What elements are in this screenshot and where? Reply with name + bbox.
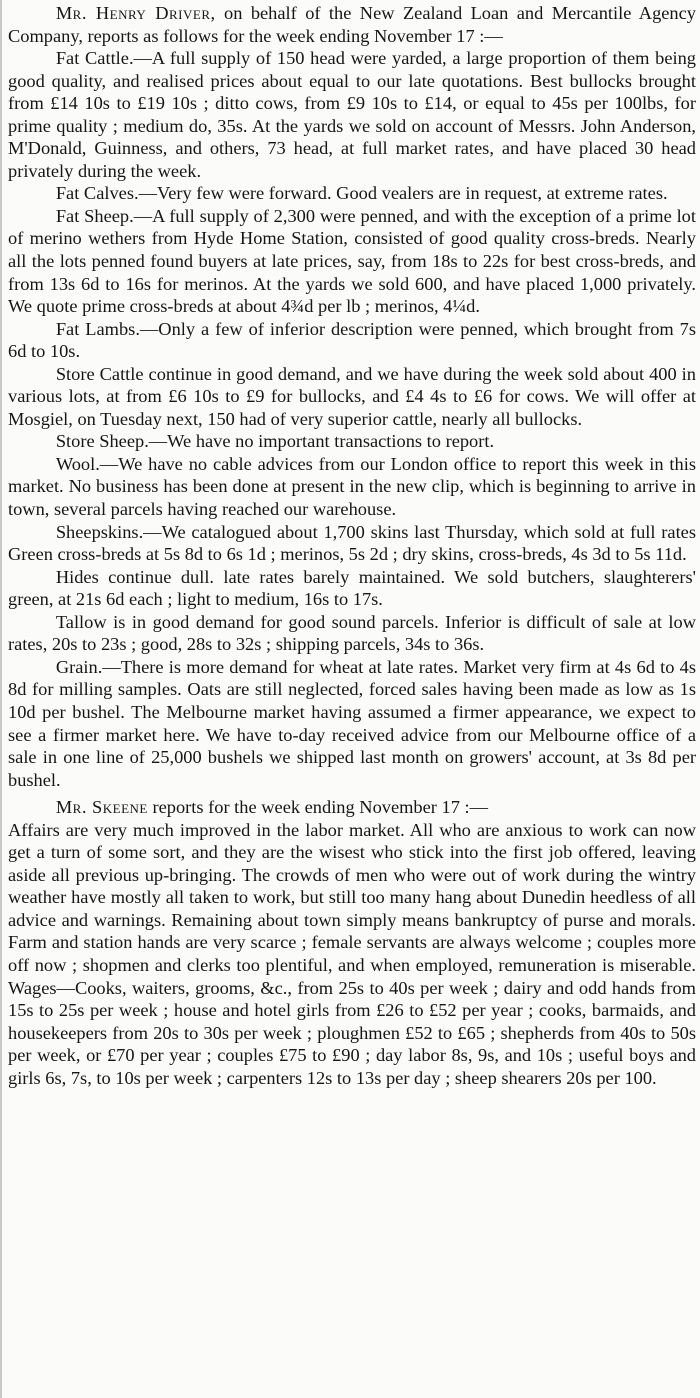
paragraph-store-sheep: Store Sheep.—We have no important transactions to report. — [55, 431, 495, 452]
driver-report-intro — [8, 2, 696, 47]
paragraph-labor-market: Affairs are very much improved in the labor market. All who are anxious to work can now get a turn of some sort, and they are the wisest who stick into the first job offered, leaving aside all previous up-bringing. The crowds of men who were out of work during the wintry weather have mostly all taken to work, but still too many hang about Dunedin heedless of all advice and warnings. Remaining about town simply means bankruptcy of purse and morals. Farm and station hands are very scarce ; female servants are always welcome ; couples more off now ; shopmen and clerks too plentiful, and when employed, remuneration is miserable. Wages—Cooks, waiters, grooms, &c., from 25s to 40s per week ; dairy and odd hands from 15s to 25s per week ; house and hotel girls from £26 to £52 per year ; cooks, barmaids, and housekeepers from 20s to 30s per week ; ploughmen £52 to £65 ; shepherds from 40s to 50s per week, or £70 per year ; couples £75 to £90 ; day labor 8s, 9s, and 10s ; useful boys and girls 6s, 7s, to 10s per week ; carpenters 12s to 13s per day ; sheep shearers 20s per 100. — [8, 819, 696, 1088]
intro-text: reports for the week ending November 17 :— — [147, 797, 489, 818]
speaker-name: Mr. Skeene — [55, 797, 148, 818]
paragraph-grain: Grain.—There is more demand for wheat at late rates. Market very firm at 4s 6d to 4s 8d for milling samples. Oats are still neglected, forced sales having been made as low as 1s 10d per bushel. The Melbourne market having assumed a firmer appearance, we expect to see a firmer market here. We have to-day received advice from our Melbourne office of a sale in one line of 25,000 bushels we shipped last month on growers' account, at 3s 8d per bushel. — [8, 656, 696, 790]
paragraph-fat-lambs: Fat Lambs.—Only a few of inferior description were penned, which brought from 7s 6d to 10s. — [8, 318, 696, 362]
intro-text: on behalf of the New Zealand Loan and Mercantile Agency Company, reports as follows for the week ending November 17 :— — [8, 3, 696, 46]
paragraph-fat-cattle: Fat Cattle.—A full supply of 150 head were yarded, a large proportion of them being good quality, and realised prices about equal to our late quotations. Best bullocks brought from £14 10s to £19 10s ; ditto cows, from £9 10s to £14, or equal to 45s per 100lbs, for prime quality ; medium do, 35s. At the yards we sold on account of Messrs. John Anderson, M'Donald, Guinness, and others, 73 head, at full market rates, and have placed 30 head privately during the week. — [8, 48, 696, 181]
paragraph-wool: Wool.—We have no cable advices from our London office to report this week in this market. No business has been done at present in the new clip, which is beginning to arrive in town, several parcels having reached our warehouse. — [8, 453, 696, 520]
article-column — [8, 2, 696, 1089]
paragraph-sheepskins: Sheepskins.—We catalogued about 1,700 skins last Thursday, which sold at full rates Green cross-breds at 5s 8d to 6s 1d ; merinos, 5s 2d ; dry skins, cross-breds, 4s 3d to 5s 11d. — [8, 521, 696, 565]
paragraph-fat-sheep: Fat Sheep.—A full supply of 2,300 were penned, and with the exception of a prime lot of merino wethers from Hyde Home Station, consisted of good quality cross-breds. Nearly all the lots penned found buyers at late prices, say, from 18s to 22s for best cross-breds, and from 13s 6d to 16s for merinos. At the yards we sold 600, and have placed 1,000 privately. We quote prime cross-breds at about 4¾d per lb ; merinos, 4¼d. — [8, 205, 696, 317]
paragraph-store-cattle: Store Cattle continue in good demand, and we have during the week sold about 400 in various lots, at from £6 10s to £9 for bullocks, and £4 4s to £6 for cows. We will offer at Mosgiel, on Tuesday next, 150 had of very superior cattle, nearly all bullocks. — [8, 363, 696, 429]
speaker-name: Mr. Henry Driver, — [55, 3, 216, 23]
skeene-report-intro — [8, 796, 696, 819]
paragraph-tallow: Tallow is in good demand for good sound parcels. Inferior is difficult of sale at low rates, 20s to 23s ; good, 28s to 32s ; shipping parcels, 34s to 36s. — [8, 611, 696, 655]
paragraph-fat-calves: Fat Calves.—Very few were forward. Good vealers are in request, at extreme rates. — [55, 183, 668, 204]
paragraph-hides: Hides continue dull. late rates barely maintained. We sold butchers, slaughterers' green, at 21s 6d each ; light to medium, 16s to 17s. — [8, 566, 696, 610]
